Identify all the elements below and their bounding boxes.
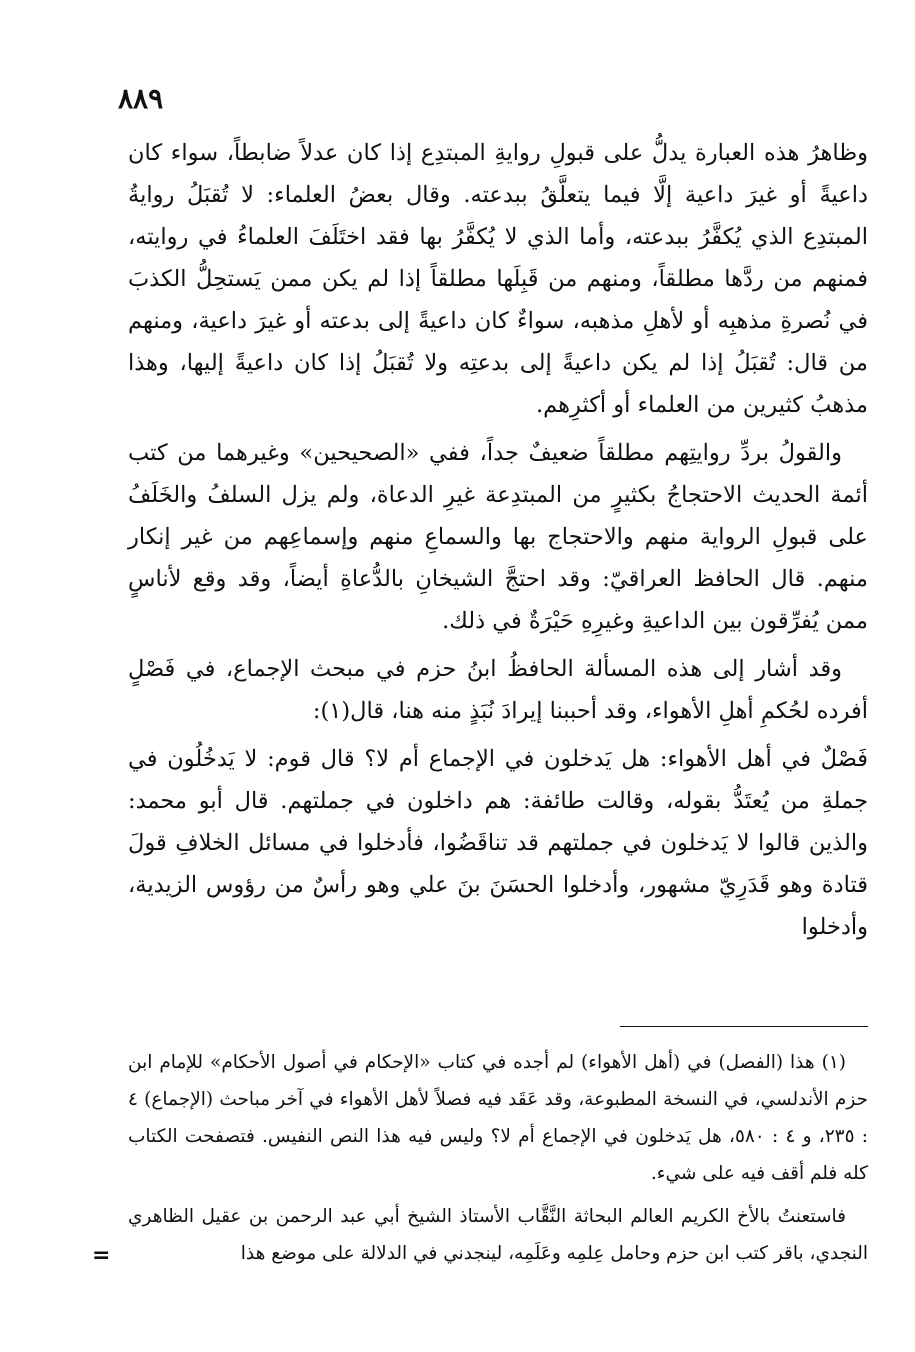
footnotes [128, 1044, 868, 1278]
footnote-1-continued: فاستعنتُ بالأخ الكريم العالم البحاثة النَّقَّاب الأستاذ الشيخ أبي عبد الرحمن بن عقيل الظاهري النجدي، باقر كتب ابن حزم وحامل عِلمِه وعَلَمِه، لينجدني في الدلالة على موضع هذا [128, 1206, 868, 1264]
main-text [128, 132, 868, 954]
continuation-mark: = [92, 1243, 111, 1268]
paragraph-2: والقولُ بردِّ روايتِهم مطلقاً ضعيفٌ جداً، ففي «الصحيحين» وغيرهما من كتب أئمة الحديث الاحتجاجُ بكثيرٍ من المبتدِعة غيرِ الدعاة، ولم يزل السلفُ والخَلَفُ على قبولِ الرواية منهم والاحتجاج بها والسماعِ منهم وإسماعِهم من غير إنكار منهم. قال الحافظ العراقيّ: وقد احتجَّ الشيخانِ بالدُّعاةِ أيضاً، وقد وقع لأناسٍ ممن يُفرِّقون بين الداعيةِ وغيرِهِ حَيْرَةٌ في ذلك. [128, 440, 868, 634]
paragraph-4-quote: فَصْلٌ في أهل الأهواء: هل يَدخلون في الإجماع أم لا؟ قال قوم: لا يَدخُلُون في جملةِ من يُعتَدُّ بقوله، وقالت طائفة: هم داخلون في جملتهم. قال أبو محمد: والذين قالوا لا يَدخلون في جملتهم قد تناقَضُوا، فأدخلوا في مسائل الخلافِ قولَ قتادة وهو قَدَرِيّ مشهور، وأدخلوا الحسَنَ بنَ علي وهو رأسٌ من رؤوس الزيدية، وأدخلوا [128, 746, 868, 940]
paragraph-3: وقد أشار إلى هذه المسألة الحافظُ ابنُ حزم في مبحث الإجماع، في فَصْلٍ أفرده لحُكمِ أهلِ الأهواء، وقد أحببنا إيرادَ نُبَذٍ منه هنا، قال(١): [128, 656, 868, 724]
page-number: ٨٨٩ [118, 82, 164, 115]
footnote-divider [620, 1026, 868, 1027]
footnote-1: (١) هذا (الفصل) في (أهل الأهواء) لم أجده في كتاب «الإحكام في أصول الأحكام» للإمام ابن حزم الأندلسي، في النسخة المطبوعة، وقد عَقَد فيه فصلاً لأهل الأهواء في آخر مباحث (الإجماع) ٤ : ٢٣٥، و ٤ : ٥٨٠، هل يَدخلون في الإجماع أم لا؟ وليس فيه هذا النص النفيس. فتصفحت الكتاب كله فلم أقف فيه على شيء. [128, 1052, 868, 1184]
paragraph-1: وظاهرُ هذه العبارة يدلُّ على قبولِ روايةِ المبتدِع إذا كان عدلاً ضابطاً، سواء كان داعيةً أو غيرَ داعية إلَّا فيما يتعلَّقُ ببدعته. وقال بعضُ العلماء: لا تُقبَلُ روايةُ المبتدِع الذي يُكفَّرُ ببدعته، وأما الذي لا يُكفَّرُ بها فقد اختَلَفَ العلماءُ في روايته، فمنهم من ردَّها مطلقاً، ومنهم من قَبِلَها مطلقاً إذا لم يكن ممن يَستحِلُّ الكذبَ في نُصرةِ مذهبِه أو لأهلِ مذهبه، سواءٌ كان داعيةً إلى بدعته أو غيرَ داعية، ومنهم من قال: تُقبَلُ إذا لم يكن داعيةً إلى بدعتِه ولا تُقبَلُ إذا كان داعيةً إليها، وهذا مذهبُ كثيرين من العلماء أو أكثرِهم. [128, 140, 868, 418]
